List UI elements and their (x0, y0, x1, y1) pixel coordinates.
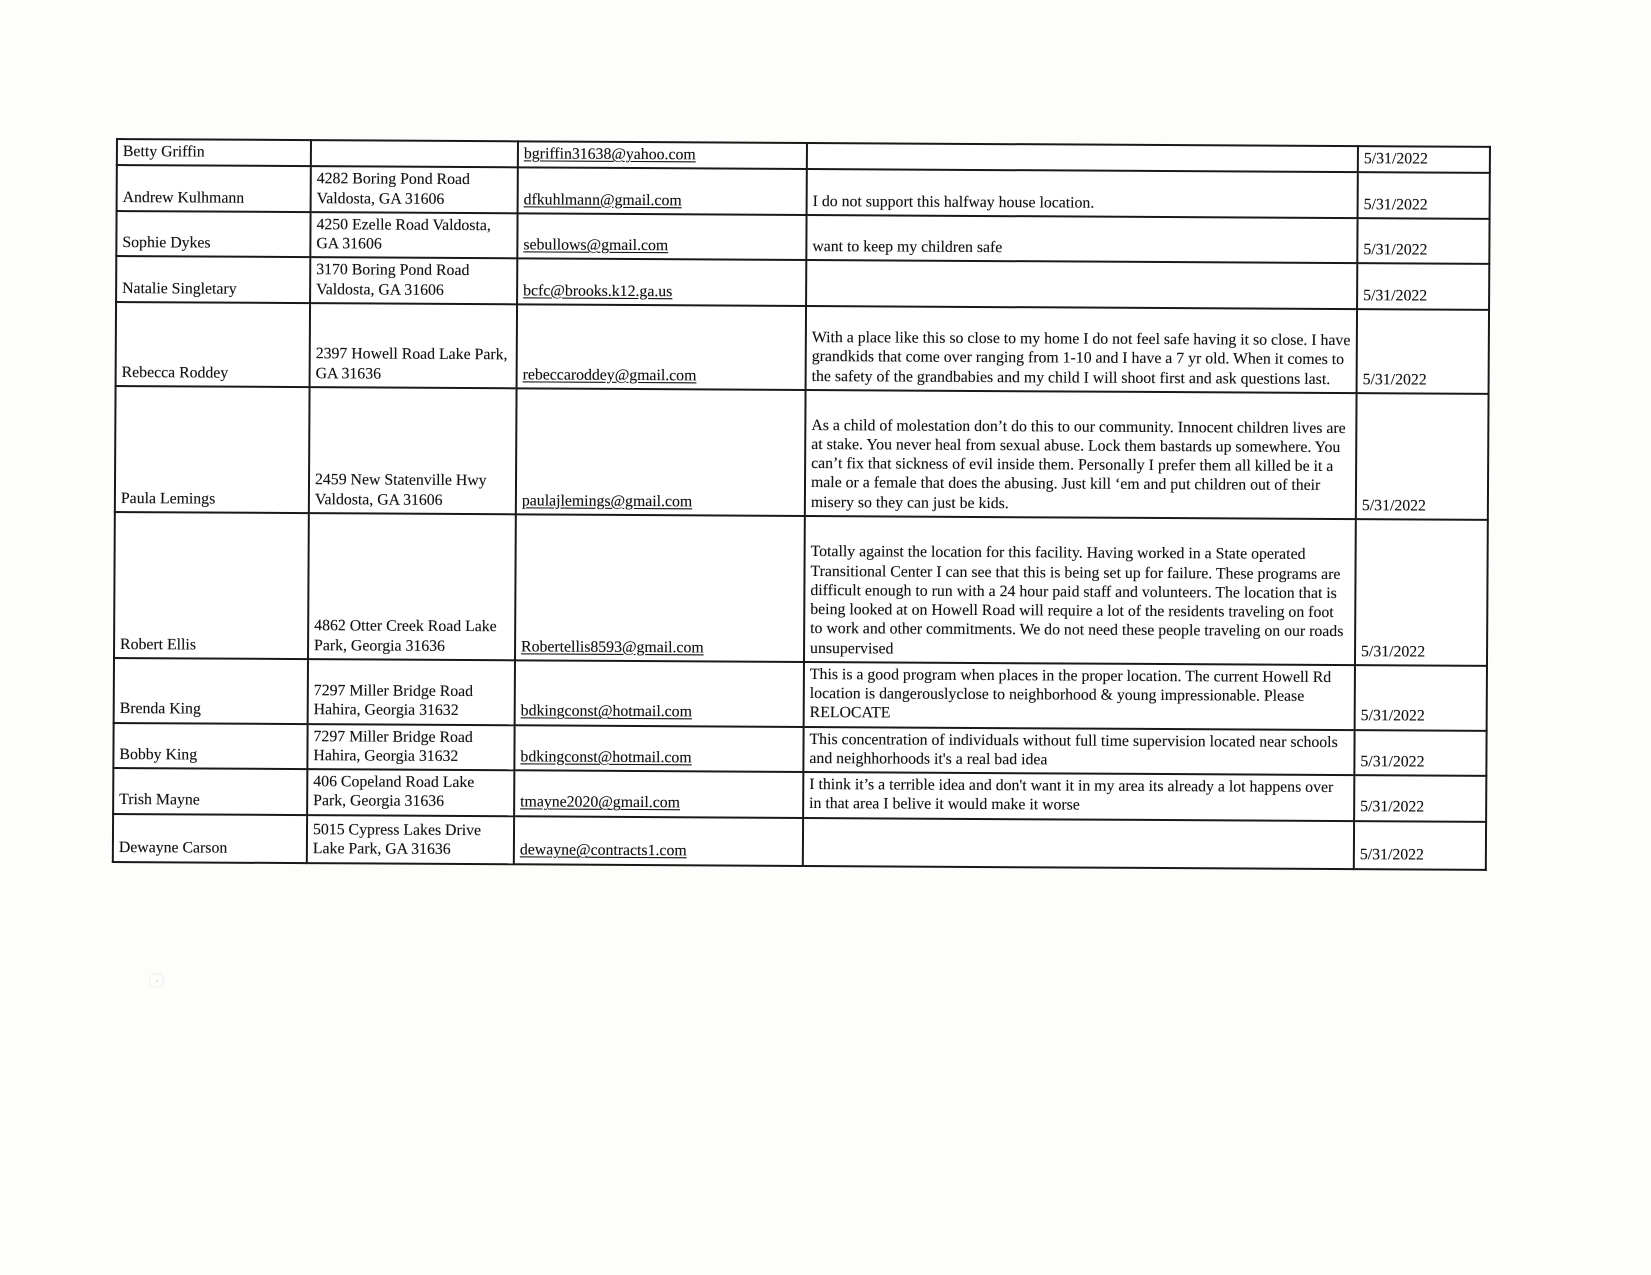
commenter-email: Robertellis8593@gmail.com (515, 514, 805, 662)
comment-date: 5/31/2022 (1358, 172, 1490, 218)
commenter-comment: This concentration of individuals without full time supervision located near schools and neighhorhoods it's a real bad idea (803, 727, 1354, 776)
commenter-name: Rebecca Roddey (116, 302, 310, 387)
comment-date: 5/31/2022 (1354, 775, 1486, 821)
comment-date: 5/31/2022 (1355, 665, 1487, 731)
commenter-email: bdkingconst@hotmail.com (515, 660, 804, 726)
comment-date: 5/31/2022 (1357, 218, 1489, 264)
commenter-name: Robert Ellis (114, 512, 309, 659)
commenter-name: Brenda King (114, 658, 308, 724)
comment-date: 5/31/2022 (1357, 309, 1489, 394)
comment-date: 5/31/2022 (1354, 730, 1486, 776)
commenter-address: 4862 Otter Creek Road Lake Park, Georgia 31636 (308, 513, 516, 660)
comments-table-body (113, 139, 1490, 870)
commenter-email: bgriffin31638@yahoo.com (518, 141, 807, 169)
commenter-comment: This is a good program when places in the proper location. The current Howell Rd location is dangerouslyclose to neighborhood & young impressionable. Please RELOCATE (804, 662, 1355, 730)
commenter-comment (806, 260, 1357, 309)
table-row (117, 165, 1490, 218)
public-comments-table (112, 138, 1491, 871)
commenter-email: sebullows@gmail.com (517, 213, 806, 260)
commenter-email: paulajlemings@gmail.com (516, 388, 806, 516)
table-row (115, 386, 1489, 520)
commenter-email: tmayne2020@gmail.com (514, 770, 803, 817)
commenter-email: bdkingconst@hotmail.com (514, 725, 803, 772)
commenter-name: Bobby King (113, 723, 307, 770)
table-row (116, 211, 1489, 264)
commenter-address: 406 Copeland Road Lake Park, Georgia 31636 (307, 769, 514, 816)
commenter-comment: want to keep my children safe (806, 215, 1357, 264)
commenter-comment: I do not support this halfway house location. (807, 169, 1358, 218)
scan-smudge (149, 973, 164, 988)
commenter-name: Andrew Kulhmann (117, 165, 311, 212)
commenter-name: Sophie Dykes (116, 211, 310, 258)
commenter-comment (803, 818, 1354, 869)
public-comments-table-container (112, 138, 1491, 871)
commenter-name: Dewayne Carson (113, 814, 307, 863)
table-row (113, 723, 1486, 776)
commenter-address: 2397 Howell Road Lake Park, GA 31636 (310, 303, 517, 388)
commenter-address: 5015 Cypress Lakes Drive Lake Park, GA 31636 (307, 815, 514, 864)
comment-date: 5/31/2022 (1358, 146, 1490, 173)
table-row (114, 658, 1487, 731)
commenter-comment: Totally against the location for this facility. Having worked in a State operated Transitional Center I can see that this is being set up for failure. These programs are difficult enough to run with a 24 hour paid staff and volunteers. The location that is being looked at on Howell Road will require a lot of the residents traveling on foot to work and other commitments. We do not need these people traveling on our roads unsupervised (804, 516, 1356, 665)
comment-date: 5/31/2022 (1354, 821, 1486, 870)
commenter-address (311, 140, 518, 167)
table-row (114, 512, 1488, 666)
table-row (116, 256, 1489, 309)
commenter-comment (807, 143, 1358, 172)
commenter-comment: I think it’s a terrible idea and don't want it in my area its already a lot happens over in that area I belive it would make it worse (803, 772, 1354, 821)
commenter-address: 7297 Miller Bridge Road Hahira, Georgia 31632 (307, 724, 514, 771)
commenter-address: 3170 Boring Pond Road Valdosta, GA 31606 (310, 257, 517, 304)
commenter-name: Natalie Singletary (116, 256, 310, 303)
commenter-email: dfkuhlmann@gmail.com (518, 168, 807, 215)
table-row (116, 302, 1489, 394)
commenter-address: 2459 New Statenville Hwy Valdosta, GA 31606 (309, 387, 517, 514)
comment-date: 5/31/2022 (1356, 393, 1489, 520)
commenter-comment: As a child of molestation don’t do this to our community. Innocent children lives are at stake. You never heal from sexual abuse. Lock them bastards up somewhere. You can’t fix that sickness of evil inside them. Personally I prefer them all killed be it a male or a female that does the abusing. Just kill ‘em and put children out of their misery so they can just be kids. (805, 390, 1357, 519)
commenter-comment: With a place like this so close to my home I do not feel safe having it so close. I have grandkids that come over ranging from 1-10 and I have a 7 yr old. When it comes to the safety of the grandbabies and my child I will shoot first and ask questions last. (806, 306, 1357, 393)
comment-date: 5/31/2022 (1355, 519, 1488, 666)
comment-date: 5/31/2022 (1357, 263, 1489, 309)
table-row (113, 768, 1486, 821)
commenter-email: dewayne@contracts1.com (514, 816, 803, 866)
commenter-address: 4250 Ezelle Road Valdosta, GA 31606 (310, 212, 517, 259)
commenter-address: 7297 Miller Bridge Road Hahira, Georgia 31632 (308, 659, 515, 725)
commenter-address: 4282 Boring Pond Road Valdosta, GA 31606 (311, 166, 518, 213)
commenter-email: bcfc@brooks.k12.ga.us (517, 259, 806, 306)
table-row (113, 814, 1486, 870)
commenter-name: Trish Mayne (113, 768, 307, 815)
commenter-email: rebeccaroddey@gmail.com (517, 304, 806, 390)
commenter-name: Paula Lemings (115, 386, 310, 513)
commenter-name: Betty Griffin (117, 139, 311, 166)
